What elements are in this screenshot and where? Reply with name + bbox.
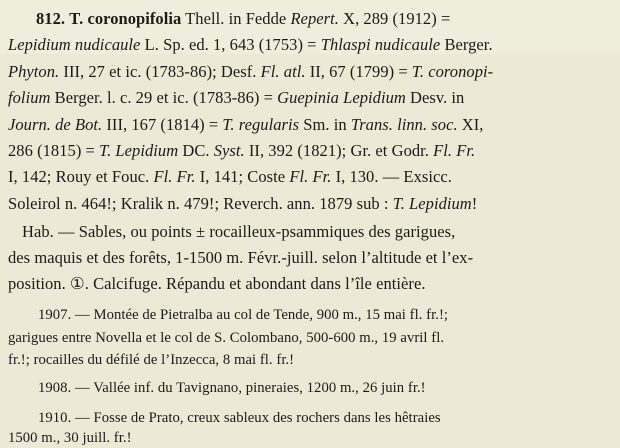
publication-title: Journ. de Bot. bbox=[8, 116, 103, 134]
citation-text: Berger. l. c. 29 et ic. (1783-86) = bbox=[50, 89, 278, 107]
entry-line-6 bbox=[0, 142, 620, 160]
citation-text: II, 67 (1799) = bbox=[305, 63, 412, 81]
habitat-line-3: position. ①. Calcifuge. Répandu et abondant dans l’île entière. bbox=[8, 275, 426, 293]
entry-title-line bbox=[0, 10, 620, 28]
record-1908: 1908. — Vallée inf. du Tavignano, pineraies, 1200 m., 26 juin fr.! bbox=[38, 380, 426, 396]
citation-text: III, 167 (1814) = bbox=[102, 116, 223, 134]
citation-text: X, 289 (1912) = bbox=[338, 10, 451, 28]
entry-number: 812. bbox=[36, 10, 66, 28]
citation-text: Berger. bbox=[440, 36, 493, 54]
publication-title: Trans. linn. soc. bbox=[350, 116, 458, 134]
citation-text: I, 142; Rouy et Fouc. bbox=[8, 168, 154, 186]
entry-line-4 bbox=[0, 89, 620, 107]
record-1910-line-2: 1500 m., 30 juill. fr.! bbox=[8, 430, 132, 446]
synonym-name: Thlaspi nudicaule bbox=[320, 36, 441, 54]
citation-text: Soleirol n. 464!; Kralik n. 479!; Reverch. ann. 1879 sub : bbox=[8, 195, 393, 213]
citation-text: 286 (1815) = bbox=[8, 142, 100, 160]
synonym-name: folium bbox=[8, 89, 51, 107]
publication-title: Phyton. bbox=[8, 63, 60, 81]
synonym-name: Guepinia Lepidium bbox=[277, 89, 406, 107]
record-1910-line-1: 1910. — Fosse de Prato, creux sableux des rochers dans les hêtraies bbox=[38, 410, 441, 426]
record-1907-line-1: 1907. — Montée de Pietralba au col de Tende, 900 m., 15 mai fl. fr.!; bbox=[38, 307, 449, 323]
citation-text: I, 141; Coste bbox=[195, 168, 290, 186]
citation-text: Desv. in bbox=[405, 89, 465, 107]
synonym-name: Lepidium nudicaule bbox=[8, 36, 141, 54]
publication-title: Fl. Fr. bbox=[153, 168, 196, 186]
citation-text: Sm. in bbox=[299, 116, 351, 134]
citation-text: L. Sp. ed. 1, 643 (1753) = bbox=[140, 36, 321, 54]
citation-text: DC. bbox=[178, 142, 214, 160]
entry-line-2 bbox=[0, 36, 620, 54]
citation-text: II, 392 (1821); Gr. et Godr. bbox=[244, 142, 434, 160]
entry-line-5 bbox=[0, 116, 620, 134]
record-1907-line-3: fr.!; rocailles du défilé de l’Inzecca, 8 mai fl. fr.! bbox=[8, 352, 295, 368]
habitat-line-1: Hab. — Sables, ou points ± rocailleux-psammiques des garigues, bbox=[22, 223, 456, 241]
publication-title: Fl. Fr. bbox=[433, 142, 476, 160]
entry-line-7 bbox=[0, 168, 620, 186]
citation-text: XI, bbox=[457, 116, 484, 134]
citation-italic: Repert. bbox=[290, 10, 339, 28]
synonym-name: T. Lepidium bbox=[99, 142, 179, 160]
citation-text: Thell. in Fedde bbox=[181, 10, 291, 28]
citation-text: ! bbox=[471, 195, 478, 213]
publication-title: Fl. atl. bbox=[260, 63, 306, 81]
synonym-name: T. regularis bbox=[222, 116, 300, 134]
taxon-name: T. coronopifolia bbox=[69, 10, 182, 28]
publication-title: Syst. bbox=[213, 142, 245, 160]
entry-line-8 bbox=[0, 195, 620, 213]
record-1907-line-2: garigues entre Novella et le col de S. Colombano, 500-600 m., 19 avril fl. bbox=[8, 330, 445, 346]
citation-text: III, 27 et ic. (1783-86); Desf. bbox=[59, 63, 261, 81]
publication-title: Fl. Fr. bbox=[289, 168, 332, 186]
synonym-name: T. coronopi- bbox=[411, 63, 494, 81]
entry-line-3 bbox=[0, 63, 620, 81]
synonym-name: T. Lepidium bbox=[392, 195, 472, 213]
citation-text: I, 130. — Exsicc. bbox=[331, 168, 452, 186]
habitat-line-2: des maquis et des forêts, 1-1500 m. Févr.-juill. selon l’altitude et l’ex- bbox=[8, 249, 474, 267]
